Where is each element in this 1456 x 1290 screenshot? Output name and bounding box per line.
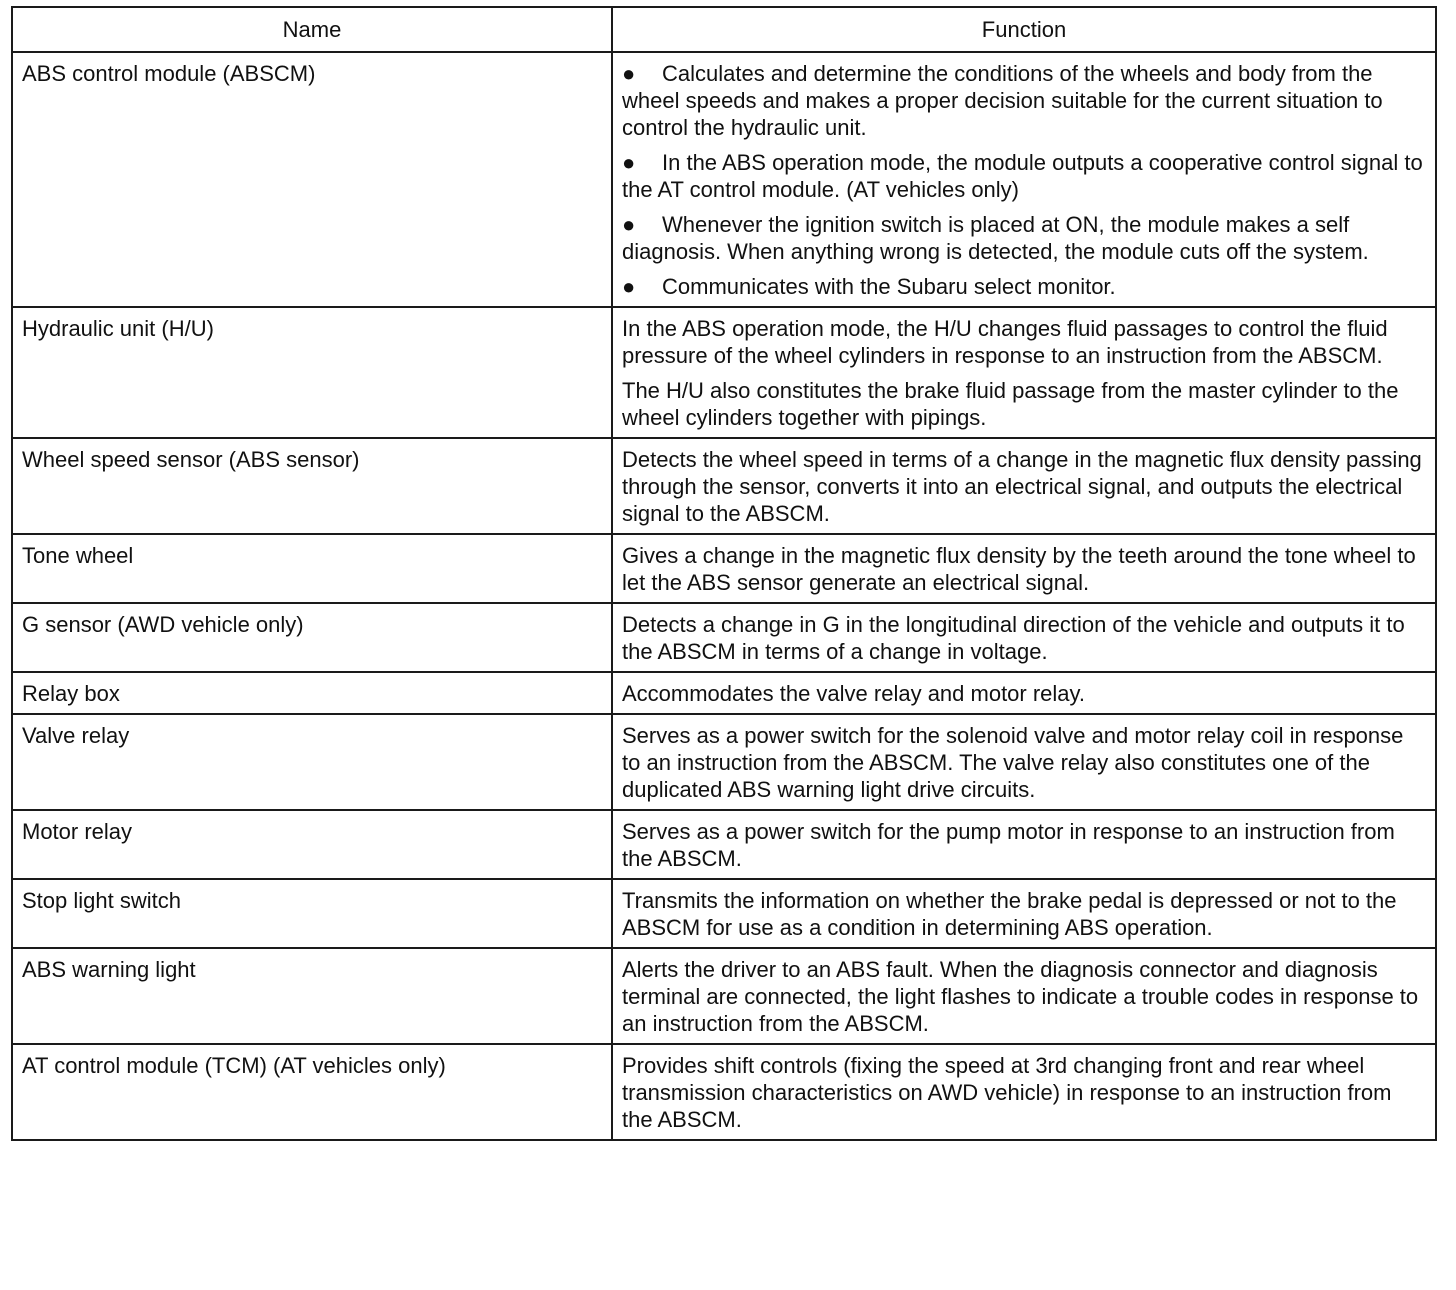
function-text: Serves as a power switch for the pump motor in response to an instruction from the ABSCM. [622, 819, 1395, 871]
table-row [12, 879, 1436, 948]
table-row [12, 714, 1436, 810]
function-text: In the ABS operation mode, the H/U changes fluid passages to control the fluid pressure of the wheel cylinders in response to an instruction from the ABSCM. [622, 316, 1388, 368]
table-row [12, 52, 1436, 307]
function-text: In the ABS operation mode, the module outputs a cooperative control signal to the AT control module. (AT vehicles only) [622, 150, 1423, 202]
component-name: Motor relay [12, 810, 612, 879]
function-text: Detects a change in G in the longitudinal direction of the vehicle and outputs it to the ABSCM in terms of a change in voltage. [622, 612, 1405, 664]
function-text: Transmits the information on whether the brake pedal is depressed or not to the ABSCM for use as a condition in determining ABS operation. [622, 888, 1397, 940]
component-function [612, 879, 1436, 948]
table-row [12, 534, 1436, 603]
component-name: Stop light switch [12, 879, 612, 948]
header-row [12, 7, 1436, 52]
component-function [612, 438, 1436, 534]
function-bullet [622, 211, 1426, 265]
function-text: Gives a change in the magnetic flux density by the teeth around the tone wheel to let the ABS sensor generate an electrical signal. [622, 543, 1416, 595]
bullet-icon: ● [622, 150, 636, 175]
component-function [612, 948, 1436, 1044]
component-function-table [11, 6, 1437, 1141]
function-text: The H/U also constitutes the brake fluid passage from the master cylinder to the wheel cylinders together with pipings. [622, 378, 1399, 430]
component-name: G sensor (AWD vehicle only) [12, 603, 612, 672]
bullet-icon: ● [622, 61, 636, 86]
component-function [612, 810, 1436, 879]
component-name: ABS control module (ABSCM) [12, 52, 612, 307]
function-bullet [622, 273, 1426, 300]
function-bullet [622, 149, 1426, 203]
component-name: Relay box [12, 672, 612, 714]
function-text: Whenever the ignition switch is placed at ON, the module makes a self diagnosis. When anything wrong is detected, the module cuts off the system. [622, 212, 1369, 264]
table-row [12, 1044, 1436, 1140]
component-name: Valve relay [12, 714, 612, 810]
bullet-icon: ● [622, 274, 636, 299]
table-row [12, 948, 1436, 1044]
component-name: Tone wheel [12, 534, 612, 603]
component-function [612, 52, 1436, 307]
bullet-icon: ● [622, 212, 636, 237]
function-text: Serves as a power switch for the solenoid valve and motor relay coil in response to an instruction from the ABSCM. The valve relay also constitutes one of the duplicated ABS warning light drive circuits. [622, 723, 1404, 802]
function-text: Alerts the driver to an ABS fault. When the diagnosis connector and diagnosis terminal are connected, the light flashes to indicate a trouble codes in response to an instruction from the ABSCM. [622, 957, 1419, 1036]
function-text: Accommodates the valve relay and motor relay. [622, 681, 1086, 706]
function-text: Calculates and determine the conditions of the wheels and body from the wheel speeds and makes a proper decision suitable for the current situation to control the hydraulic unit. [622, 61, 1383, 140]
table-row [12, 810, 1436, 879]
component-function [612, 672, 1436, 714]
component-function [612, 714, 1436, 810]
table-row [12, 672, 1436, 714]
function-text: Communicates with the Subaru select monitor. [662, 274, 1116, 299]
component-function [612, 1044, 1436, 1140]
component-name: Wheel speed sensor (ABS sensor) [12, 438, 612, 534]
component-function [612, 307, 1436, 438]
component-name: ABS warning light [12, 948, 612, 1044]
header-function: Function [612, 7, 1436, 52]
table-row [12, 307, 1436, 438]
function-bullet [622, 60, 1426, 141]
component-name: Hydraulic unit (H/U) [12, 307, 612, 438]
header-name: Name [12, 7, 612, 52]
function-text: Detects the wheel speed in terms of a change in the magnetic flux density passing through the sensor, converts it into an electrical signal, and outputs the electrical signal to the ABSCM. [622, 447, 1422, 526]
function-text: Provides shift controls (fixing the speed at 3rd changing front and rear wheel transmission characteristics on AWD vehicle) in response to an instruction from the ABSCM. [622, 1053, 1392, 1132]
table-row [12, 603, 1436, 672]
table-row [12, 438, 1436, 534]
component-function [612, 534, 1436, 603]
component-function [612, 603, 1436, 672]
component-name: AT control module (TCM) (AT vehicles only) [12, 1044, 612, 1140]
